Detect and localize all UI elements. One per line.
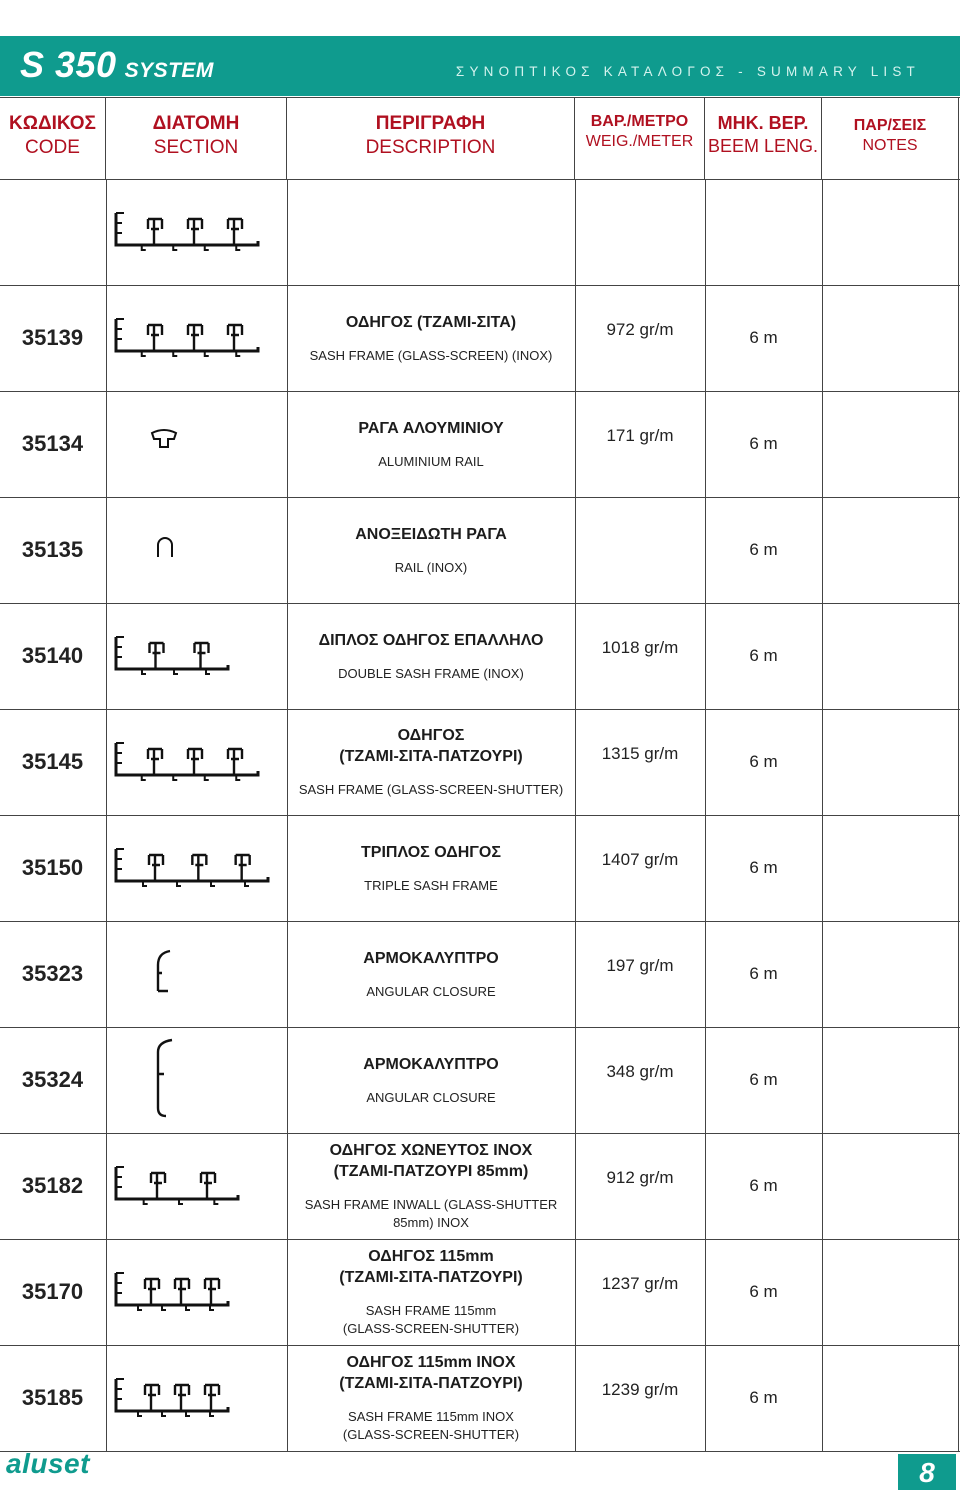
description-greek: ΤΡΙΠΛΟΣ ΟΔΗΓΟΣ — [361, 843, 501, 861]
system-title-small: SYSTEM — [124, 59, 214, 82]
header-gr: ΒΑΡ./ΜΕΤΡΟ — [590, 113, 689, 130]
header-section — [106, 97, 287, 179]
description-greek: ΟΔΗΓΟΣ 115mm (ΤΖΑΜΙ-ΣΙΤΑ-ΠΑΤΖΟΥΡΙ) — [339, 1248, 523, 1286]
weight-per-meter: 1018 gr/m — [601, 638, 679, 657]
description-greek: ΑΡΜΟΚΑΛΥΠΤΡΟ — [363, 949, 499, 967]
product-code: 35145 — [21, 749, 84, 774]
column-divider — [822, 179, 823, 1451]
row-divider — [0, 179, 960, 180]
product-code: 35323 — [21, 961, 84, 986]
inwall-sash-frame-profile-icon — [112, 1159, 282, 1213]
row-divider — [0, 1133, 960, 1134]
row-divider — [0, 709, 960, 710]
description-greek: ΔΙΠΛΟΣ ΟΔΗΓΟΣ ΕΠΑΛΛΗΛΟ — [318, 631, 544, 649]
description-english: DOUBLE SASH FRAME (INOX) — [338, 665, 524, 681]
header-en: SECTION — [153, 137, 239, 158]
description-english: ANGULAR CLOSURE — [366, 983, 496, 999]
description-english: ANGULAR CLOSURE — [366, 1089, 496, 1105]
header-notes — [822, 97, 958, 179]
double-sash-frame-profile-icon — [112, 629, 282, 683]
angular-closure-profile-icon — [112, 947, 282, 1001]
description-english: RAIL (INOX) — [394, 559, 468, 575]
row-divider — [0, 1027, 960, 1028]
header-length — [705, 97, 822, 179]
description-english: SASH FRAME 115mm INOX (GLASS-SCREEN-SHUTTER) — [342, 1409, 520, 1442]
product-code: 35134 — [21, 431, 84, 456]
row-divider — [0, 603, 960, 604]
title-banner — [0, 36, 960, 96]
description-greek: ΡΑΓΑ ΑΛΟΥΜΙΝΙΟΥ — [358, 419, 504, 437]
product-code: 35150 — [21, 855, 84, 880]
weight-per-meter: 197 gr/m — [606, 956, 674, 975]
beam-length: 6 m — [749, 1070, 778, 1089]
weight-per-meter: 348 gr/m — [606, 1062, 674, 1081]
weight-per-meter: 972 gr/m — [606, 320, 674, 339]
header-description — [287, 97, 575, 179]
table-top-border — [0, 97, 960, 98]
description-greek: ΟΔΗΓΟΣ 115mm INOX (ΤΖΑΜΙ-ΣΙΤΑ-ΠΑΤΖΟΥΡΙ) — [339, 1354, 523, 1392]
header-gr: ΠΑΡ/ΣΕΙΣ — [853, 117, 927, 134]
beam-length: 6 m — [749, 858, 778, 877]
product-code: 35140 — [21, 643, 84, 668]
column-divider — [106, 179, 107, 1451]
beam-length: 6 m — [749, 1282, 778, 1301]
beam-length: 6 m — [749, 964, 778, 983]
page-number: 8 — [898, 1454, 956, 1490]
sash-frame-115-inox-profile-icon — [112, 1371, 282, 1425]
inox-rail-profile-icon — [112, 523, 282, 577]
product-code: 35324 — [21, 1067, 84, 1092]
header-en: CODE — [25, 137, 80, 158]
header-gr: ΚΩΔΙΚΟΣ — [9, 113, 96, 134]
description-english: SASH FRAME (GLASS-SCREEN) (INOX) — [309, 347, 553, 363]
row-divider — [0, 815, 960, 816]
product-code: 35170 — [21, 1279, 84, 1304]
description-english: ALUMINIUM RAIL — [378, 453, 484, 469]
summary-title: ΣΥΝΟΠΤΙΚΟΣ ΚΑΤΑΛΟΓΟΣ - SUMMARY LIST — [455, 64, 920, 79]
beam-length: 6 m — [749, 434, 778, 453]
brand-logo: aluset — [6, 1448, 90, 1479]
header-gr: ΜΗΚ. ΒΕΡ. — [717, 113, 809, 133]
description-greek: ΑΝΟΞΕΙΔΩΤΗ ΡΑΓΑ — [355, 525, 507, 543]
product-code: 35182 — [21, 1173, 84, 1198]
product-code: 35135 — [21, 537, 84, 562]
table-right-border — [958, 97, 959, 1451]
header-en: WEIG./METER — [585, 133, 694, 150]
product-code: 35139 — [21, 325, 84, 350]
description-greek: ΑΡΜΟΚΑΛΥΠΤΡΟ — [363, 1055, 499, 1073]
row-divider — [0, 391, 960, 392]
header-gr: ΠΕΡΙΓΡΑΦΗ — [375, 113, 486, 134]
weight-per-meter: 1239 gr/m — [601, 1380, 679, 1399]
row-divider — [0, 921, 960, 922]
description-english: SASH FRAME 115mm (GLASS-SCREEN-SHUTTER) — [342, 1303, 520, 1336]
description-greek: ΟΔΗΓΟΣ (ΤΖΑΜΙ-ΣΙΤΑ) — [345, 313, 517, 331]
row-divider — [0, 1451, 960, 1452]
header-code — [0, 97, 106, 179]
beam-length: 6 m — [749, 646, 778, 665]
weight-per-meter: 1237 gr/m — [601, 1274, 679, 1293]
header-en: DESCRIPTION — [365, 137, 496, 158]
weight-per-meter: 1407 gr/m — [601, 850, 679, 869]
product-code: 35185 — [21, 1385, 84, 1410]
summary-table — [0, 97, 960, 1449]
column-divider — [705, 179, 706, 1451]
sash-frame-115-profile-icon — [112, 1265, 282, 1319]
column-divider — [575, 179, 576, 1451]
weight-per-meter: 171 gr/m — [606, 426, 674, 445]
row-divider — [0, 1345, 960, 1346]
header-en: BEEM LENG. — [707, 136, 819, 156]
beam-length: 6 m — [749, 540, 778, 559]
sash-frame-profile-icon — [112, 735, 282, 789]
rail-profile-icon — [112, 417, 282, 471]
weight-per-meter: 912 gr/m — [606, 1168, 674, 1187]
header-gr: ΔΙΑΤΟΜΗ — [152, 113, 240, 134]
description-english: TRIPLE SASH FRAME — [364, 877, 498, 893]
description-greek: ΟΔΗΓΟΣ ΧΩΝΕΥΤΟΣ INOX (ΤΖΑΜΙ-ΠΑΤΖΟΥΡΙ 85mm) — [329, 1142, 533, 1180]
beam-length: 6 m — [749, 1176, 778, 1195]
system-title: S 350 SYSTEM — [20, 44, 214, 85]
sash-frame-profile-icon — [112, 205, 282, 259]
header-weight — [575, 97, 705, 179]
beam-length: 6 m — [749, 1388, 778, 1407]
description-english: SASH FRAME INWALL (GLASS-SHUTTER 85mm) INOX — [304, 1197, 558, 1230]
row-divider — [0, 1239, 960, 1240]
angular-closure-tall-profile-icon — [112, 1038, 282, 1122]
triple-sash-frame-profile-icon — [112, 841, 282, 895]
description-greek: ΟΔΗΓΟΣ (ΤΖΑΜΙ-ΣΙΤΑ-ΠΑΤΖΟΥΡΙ) — [339, 727, 523, 765]
weight-per-meter: 1315 gr/m — [601, 744, 679, 763]
beam-length: 6 m — [749, 752, 778, 771]
sash-frame-profile-icon — [112, 311, 282, 365]
row-divider — [0, 497, 960, 498]
header-en: NOTES — [862, 137, 918, 154]
row-divider — [0, 285, 960, 286]
beam-length: 6 m — [749, 328, 778, 347]
description-english: SASH FRAME (GLASS-SCREEN-SHUTTER) — [298, 782, 564, 797]
